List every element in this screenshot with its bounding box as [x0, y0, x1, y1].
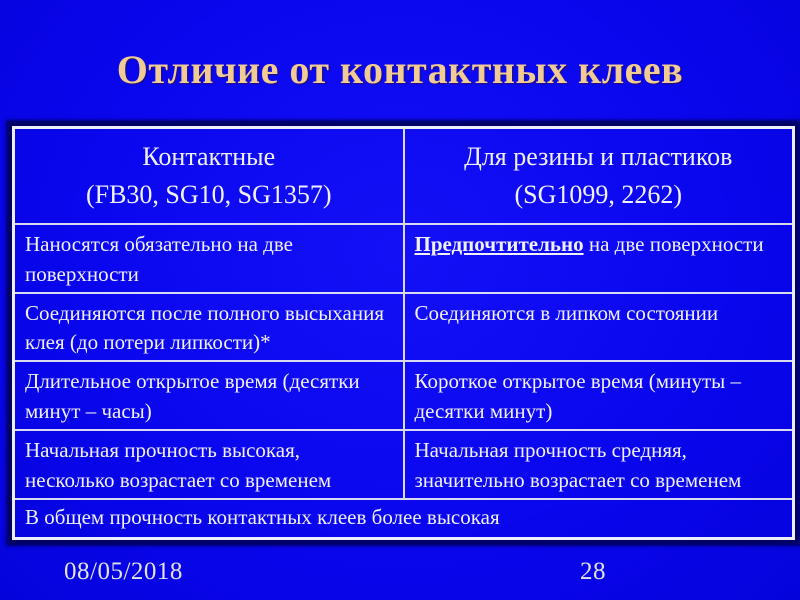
footer-page-number: 28 — [580, 558, 606, 585]
header-contact-line2: (FB30, SG10, SG1357) — [85, 180, 332, 209]
cell-strength-right: Начальная прочность средняя, значительно возрастает со временем — [404, 430, 794, 499]
table-header-row — [14, 128, 794, 225]
header-cell-contact — [14, 128, 404, 225]
table-row — [14, 430, 794, 499]
slide-title: Отличие от контактных клеев — [116, 47, 684, 92]
footer-date: 08/05/2018 — [64, 558, 183, 585]
table-row — [14, 224, 794, 293]
cell-opentime-left: Длительное открытое время (десятки минут – часы) — [14, 361, 404, 430]
cell-apply-right-rest: на две поверхности — [583, 232, 764, 256]
header-contact-line1: Контактные — [142, 142, 276, 172]
header-cell-rubber-plastic — [404, 128, 794, 225]
cell-opentime-right: Короткое открытое время (минуты – десятки минут) — [404, 361, 794, 430]
cell-apply-left: Наносятся обязательно на две поверхности — [14, 224, 404, 293]
table-row — [14, 293, 794, 362]
cell-strength-left: Начальная прочность высокая, несколько возрастает со временем — [14, 430, 404, 499]
comparison-table — [12, 126, 795, 540]
table-summary-row — [14, 499, 794, 539]
emphasized-word: Предпочтительно — [414, 232, 584, 256]
cell-join-left: Соединяются после полного высыхания клея (до потери липкости)* — [14, 293, 404, 362]
comparison-table-grid — [12, 126, 795, 540]
table-row — [14, 361, 794, 430]
header-rubber-line2: (SG1099, 2262) — [514, 180, 683, 209]
cell-join-right: Соединяются в липком состоянии — [404, 293, 794, 362]
cell-apply-right — [404, 224, 794, 293]
summary-cell: В общем прочность контактных клеев более высокая — [14, 499, 794, 539]
header-rubber-line1: Для резины и пластиков — [464, 142, 733, 172]
